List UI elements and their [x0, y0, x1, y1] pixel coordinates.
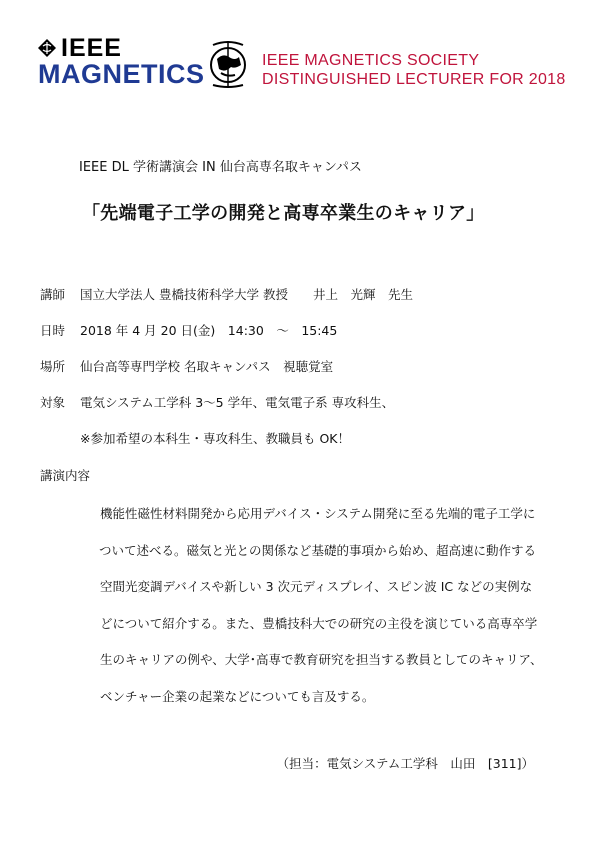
- ieee-wordmark: [38, 36, 122, 60]
- place-value: 仙台高等専門学校 名取キャンパス 視聴覚室: [80, 359, 334, 374]
- place-row: [40, 357, 333, 375]
- society-line-2: DISTINGUISHED LECTURER FOR 2018: [262, 71, 566, 88]
- content-line: どについて紹介する。また、豊橋技科大での研究の主役を演じている高専卒学: [100, 615, 538, 631]
- place-label: 場所: [40, 359, 66, 374]
- content-line: 機能性磁性材料開発から応用デバイス・システム開発に至る先端的電子工学に: [100, 506, 536, 521]
- lecture-title: 「先端電子工学の開発と高専卒業生のキャリア」: [82, 203, 485, 224]
- lecturer-row: [40, 285, 413, 303]
- ieee-text: IEEE: [61, 34, 122, 62]
- datetime-value: 2018 年 4 月 20 日(金) 14:30 ～ 15:45: [80, 323, 338, 338]
- target-row: [40, 393, 394, 411]
- target-value: 電気システム工学科 3～5 学年、電気電子系 専攻科生、: [80, 395, 395, 410]
- society-heading: [262, 51, 566, 89]
- event-name: IEEE DL 学術講演会 IN 仙台高専名取キャンパス: [79, 160, 362, 175]
- contact-info: （担当：電気システム工学科 山田 [311]）: [276, 756, 534, 771]
- content-line: ベンチャー企業の起業などについても言及する。: [100, 688, 375, 704]
- content-line: 生のキャリアの例や、大学･高専で教育研究を担当する教員としてのキャリア、: [100, 652, 543, 667]
- content-paragraph: [99, 496, 543, 715]
- lecturer-value: 国立大学法人 豊橋技術科学大学 教授 井上 光輝 先生: [80, 287, 413, 302]
- target-label: 対象: [40, 395, 66, 410]
- lecturer-label: 講師: [40, 287, 66, 302]
- ieee-diamond-icon: [38, 39, 56, 57]
- society-line-1: IEEE MAGNETICS SOCIETY: [262, 52, 480, 69]
- content-line: 空間光変調デバイスや新しい 3 次元ディスプレイ、スピン波 IC などの実例な: [100, 579, 533, 594]
- content-heading: 講演内容: [40, 468, 91, 483]
- magnetics-globe-icon: [205, 39, 251, 89]
- content-line: ついて述べる。磁気と光との関係など基礎的事項から始め、超高速に動作する: [99, 542, 537, 558]
- magnetics-text: MAGNETICS: [38, 59, 205, 89]
- target-note: ※参加希望の本科生・専攻科生、教職員も OK！: [80, 431, 350, 446]
- datetime-label: 日時: [40, 323, 66, 338]
- datetime-row: [40, 321, 337, 339]
